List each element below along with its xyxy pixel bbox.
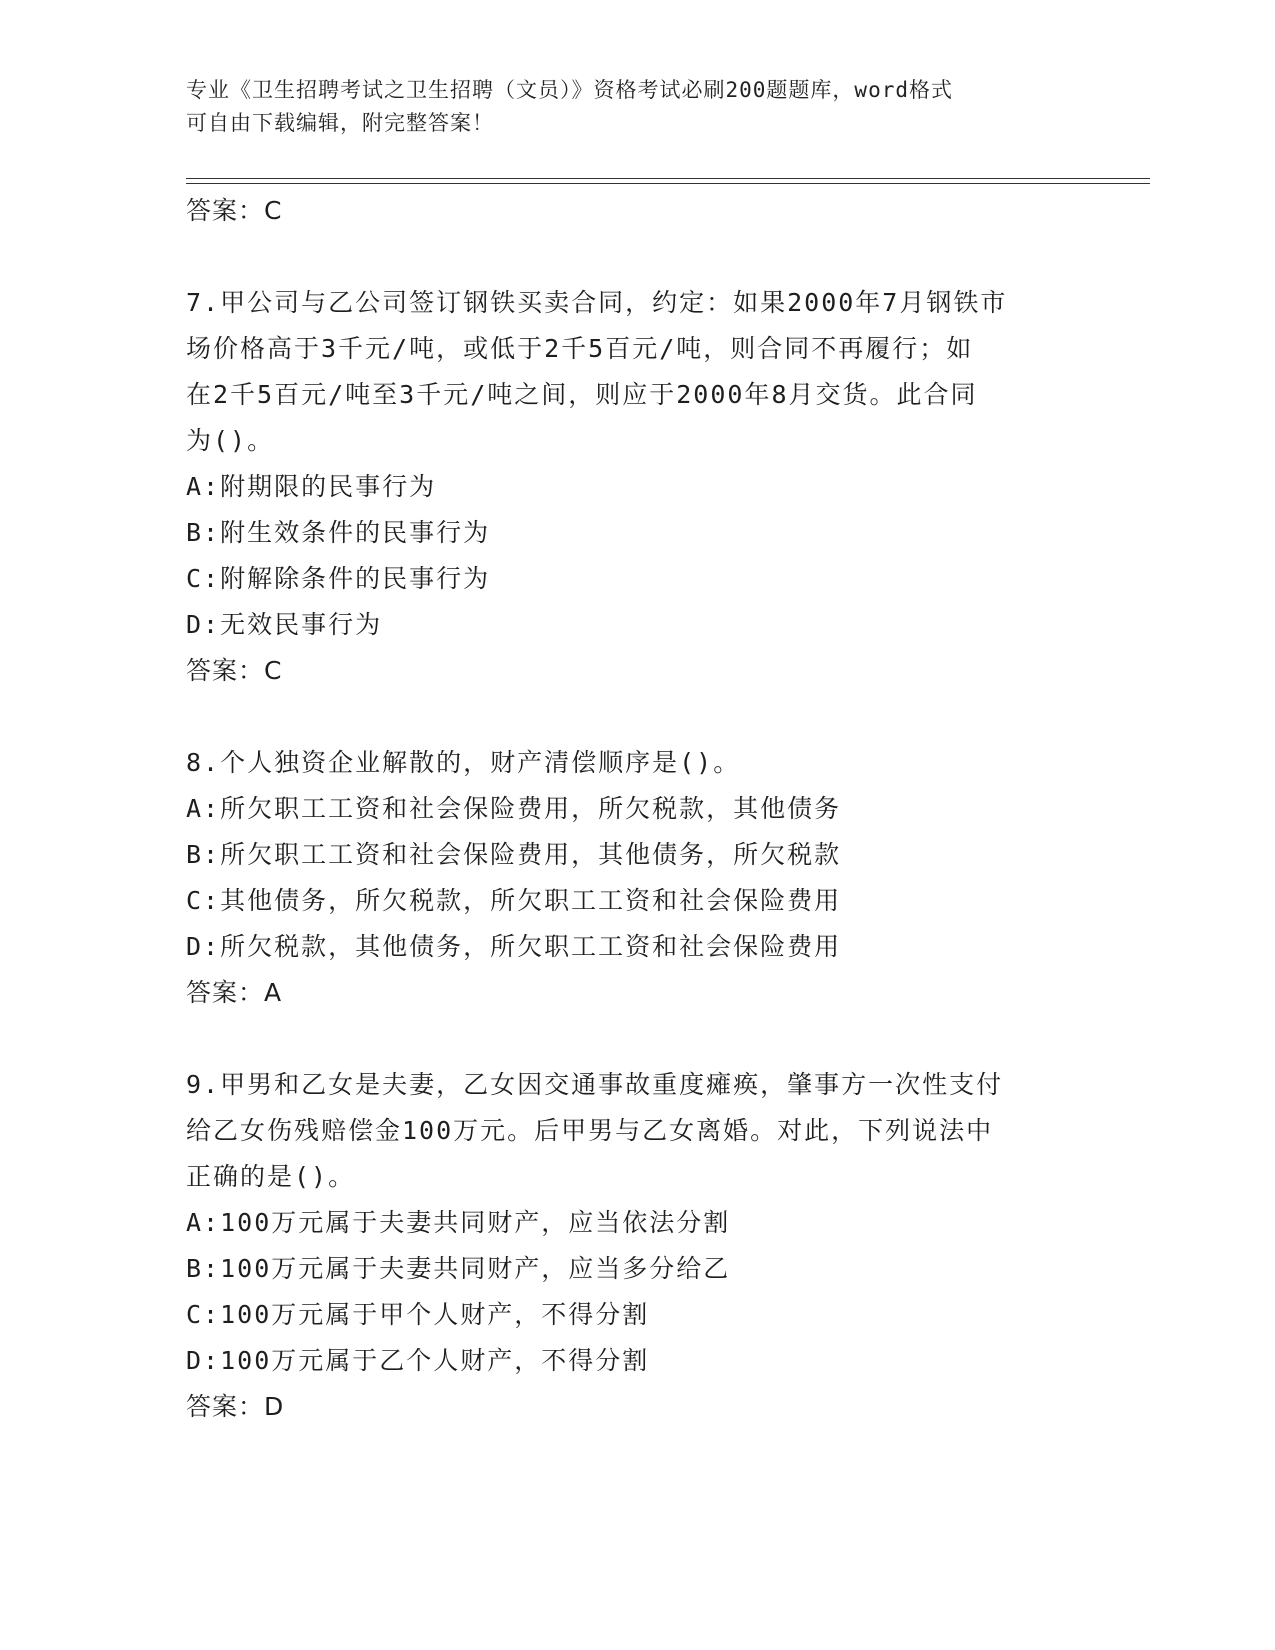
question-answer: 答案：C xyxy=(186,656,283,685)
option-a: A:所欠职工工资和社会保险费用，所欠税款，其他债务 xyxy=(186,794,842,823)
question-stem-line: 为()。 xyxy=(186,426,275,455)
question-stem-line: 9.甲男和乙女是夫妻，乙女因交通事故重度瘫痪，肇事方一次性支付 xyxy=(186,1070,1004,1099)
question-stem-line: 7.甲公司与乙公司签订钢铁买卖合同，约定：如果2000年7月钢铁市 xyxy=(186,288,1008,317)
option-c: C:100万元属于甲个人财产，不得分割 xyxy=(186,1300,650,1329)
option-b: B:所欠职工工资和社会保险费用，其他债务，所欠税款 xyxy=(186,840,842,869)
header-title-line-1: 专业《卫生招聘考试之卫生招聘（文员）》资格考试必刷200题题库，word格式 xyxy=(186,78,953,102)
question-9 xyxy=(186,1062,1086,1430)
option-d: D:所欠税款，其他债务，所欠职工工资和社会保险费用 xyxy=(186,932,842,961)
spacer xyxy=(186,1016,1086,1062)
option-d: D:100万元属于乙个人财产，不得分割 xyxy=(186,1346,650,1375)
spacer xyxy=(186,694,1086,740)
question-stem-line: 8.个人独资企业解散的，财产清偿顺序是()。 xyxy=(186,748,741,777)
option-a: A:附期限的民事行为 xyxy=(186,472,437,501)
document-header xyxy=(186,74,1066,140)
question-8 xyxy=(186,740,1086,1016)
option-b: B:附生效条件的民事行为 xyxy=(186,518,491,547)
question-stem-line: 给乙女伤残赔偿金100万元。后甲男与乙女离婚。对此，下列说法中 xyxy=(186,1116,994,1145)
question-list xyxy=(186,188,1086,1430)
header-title-line-2: 可自由下载编辑，附完整答案！ xyxy=(186,111,494,135)
option-b: B:100万元属于夫妻共同财产，应当多分给乙 xyxy=(186,1254,731,1283)
question-stem-line: 正确的是()。 xyxy=(186,1162,356,1191)
spacer xyxy=(186,234,1086,280)
header-divider-bottom xyxy=(186,183,1150,184)
question-answer: 答案：A xyxy=(186,978,283,1007)
option-c: C:其他债务，所欠税款，所欠职工工资和社会保险费用 xyxy=(186,886,842,915)
header-divider-top xyxy=(186,178,1150,179)
question-stem-line: 场价格高于3千元/吨，或低于2千5百元/吨，则合同不再履行；如 xyxy=(186,334,974,363)
question-7 xyxy=(186,280,1086,694)
option-a: A:100万元属于夫妻共同财产，应当依法分割 xyxy=(186,1208,731,1237)
option-c: C:附解除条件的民事行为 xyxy=(186,564,491,593)
previous-answer: 答案：C xyxy=(186,196,283,225)
option-d: D:无效民事行为 xyxy=(186,610,383,639)
question-answer: 答案：D xyxy=(186,1392,285,1421)
question-stem-line: 在2千5百元/吨至3千元/吨之间，则应于2000年8月交货。此合同 xyxy=(186,380,978,409)
